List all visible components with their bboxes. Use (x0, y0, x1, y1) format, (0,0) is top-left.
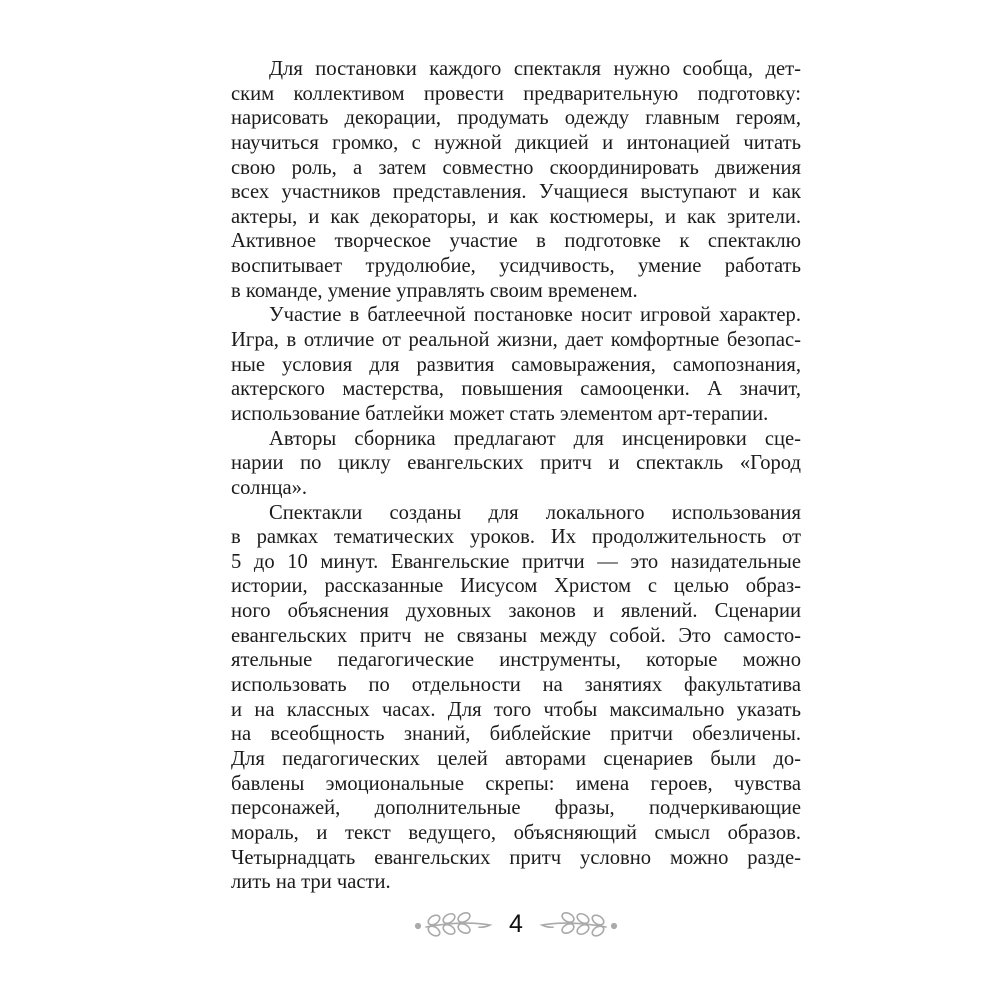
text-line: солнца». (231, 476, 308, 499)
text-line: использовать по отдельности на занятиях факультатива (231, 674, 801, 697)
text-line: истории, рассказанные Иисусом Христом с целью образ- (231, 575, 801, 598)
text-line: Для педагогических целей авторами сценариев были до- (231, 747, 801, 770)
paragraph (231, 303, 801, 426)
paragraph (231, 501, 801, 895)
text-line: бавлены эмоциональные скрепы: имена героев, чувства (231, 772, 801, 795)
page-number: 4 (509, 909, 523, 938)
text-line: научиться громко, с нужной дикцией и интонацией читать (231, 131, 801, 154)
text-line: использование батлейки может стать элементом арт-терапии. (231, 402, 769, 425)
text-line: в команде, умение управлять своим временем. (231, 279, 638, 302)
text-line: Участие в батлеечной постановке носит игровой характер. (269, 304, 801, 327)
text-line: актеры, и как декораторы, и как костюмеры, и как зрители. (231, 205, 801, 228)
laurel-branch-left-icon (413, 911, 493, 939)
text-line: Четырнадцать евангельских притч условно можно разде- (231, 846, 801, 869)
text-line: Для постановки каждого спектакля нужно сообща, дет- (269, 58, 801, 80)
paragraph (231, 57, 801, 303)
text-line: мораль, и текст ведущего, объясняющий смысл образов. (231, 821, 801, 844)
paragraph (231, 427, 801, 501)
text-line: Активное творческое участие в подготовке к спектаклю (231, 230, 801, 253)
text-line: ятельные педагогические инструменты, которые можно (231, 649, 801, 672)
text-line: ного объяснения духовных законов и явлений. Сценарии (231, 600, 801, 623)
text-line: на всеобщность знаний, библейские притчи обезличены. (231, 723, 801, 746)
text-line: ским коллективом провести предварительную подготовку: (231, 82, 801, 105)
text-line: воспитывает трудолюбие, усидчивость, умение работать (231, 255, 801, 278)
page-text (231, 57, 801, 895)
page-footer (231, 905, 801, 945)
text-line: актерского мастерства, повышения самооценки. А значит, (231, 378, 801, 401)
laurel-branch-right-icon (539, 911, 619, 939)
text-line: ные условия для развития самовыражения, самопознания, (231, 353, 801, 376)
text-line: евангельских притч не связаны между собой. Это самосто- (231, 624, 801, 647)
text-line: Игра, в отличие от реальной жизни, дает комфортные безопас- (231, 329, 801, 352)
text-line: Авторы сборника предлагают для инсценировки сце- (269, 427, 801, 450)
text-line: персонажей, дополнительные фразы, подчеркивающие (231, 797, 801, 820)
text-line: лить на три части. (231, 871, 391, 894)
text-line: 5 до 10 минут. Евангельские притчи — это назидательные (231, 550, 801, 573)
text-line: Спектакли созданы для локального использования (269, 501, 801, 524)
text-line: нарии по циклу евангельских притч и спектакль «Город (231, 452, 801, 475)
text-line: и на классных часах. Для того чтобы максимально указать (231, 698, 801, 721)
text-line: в рамках тематических уроков. Их продолжительность от (231, 526, 801, 549)
text-line: нарисовать декорации, продумать одежду главным героям, (231, 107, 801, 130)
text-line: свою роль, а затем совместно скоординировать движения (231, 156, 801, 179)
text-line: всех участников представления. Учащиеся выступают и как (231, 181, 801, 204)
